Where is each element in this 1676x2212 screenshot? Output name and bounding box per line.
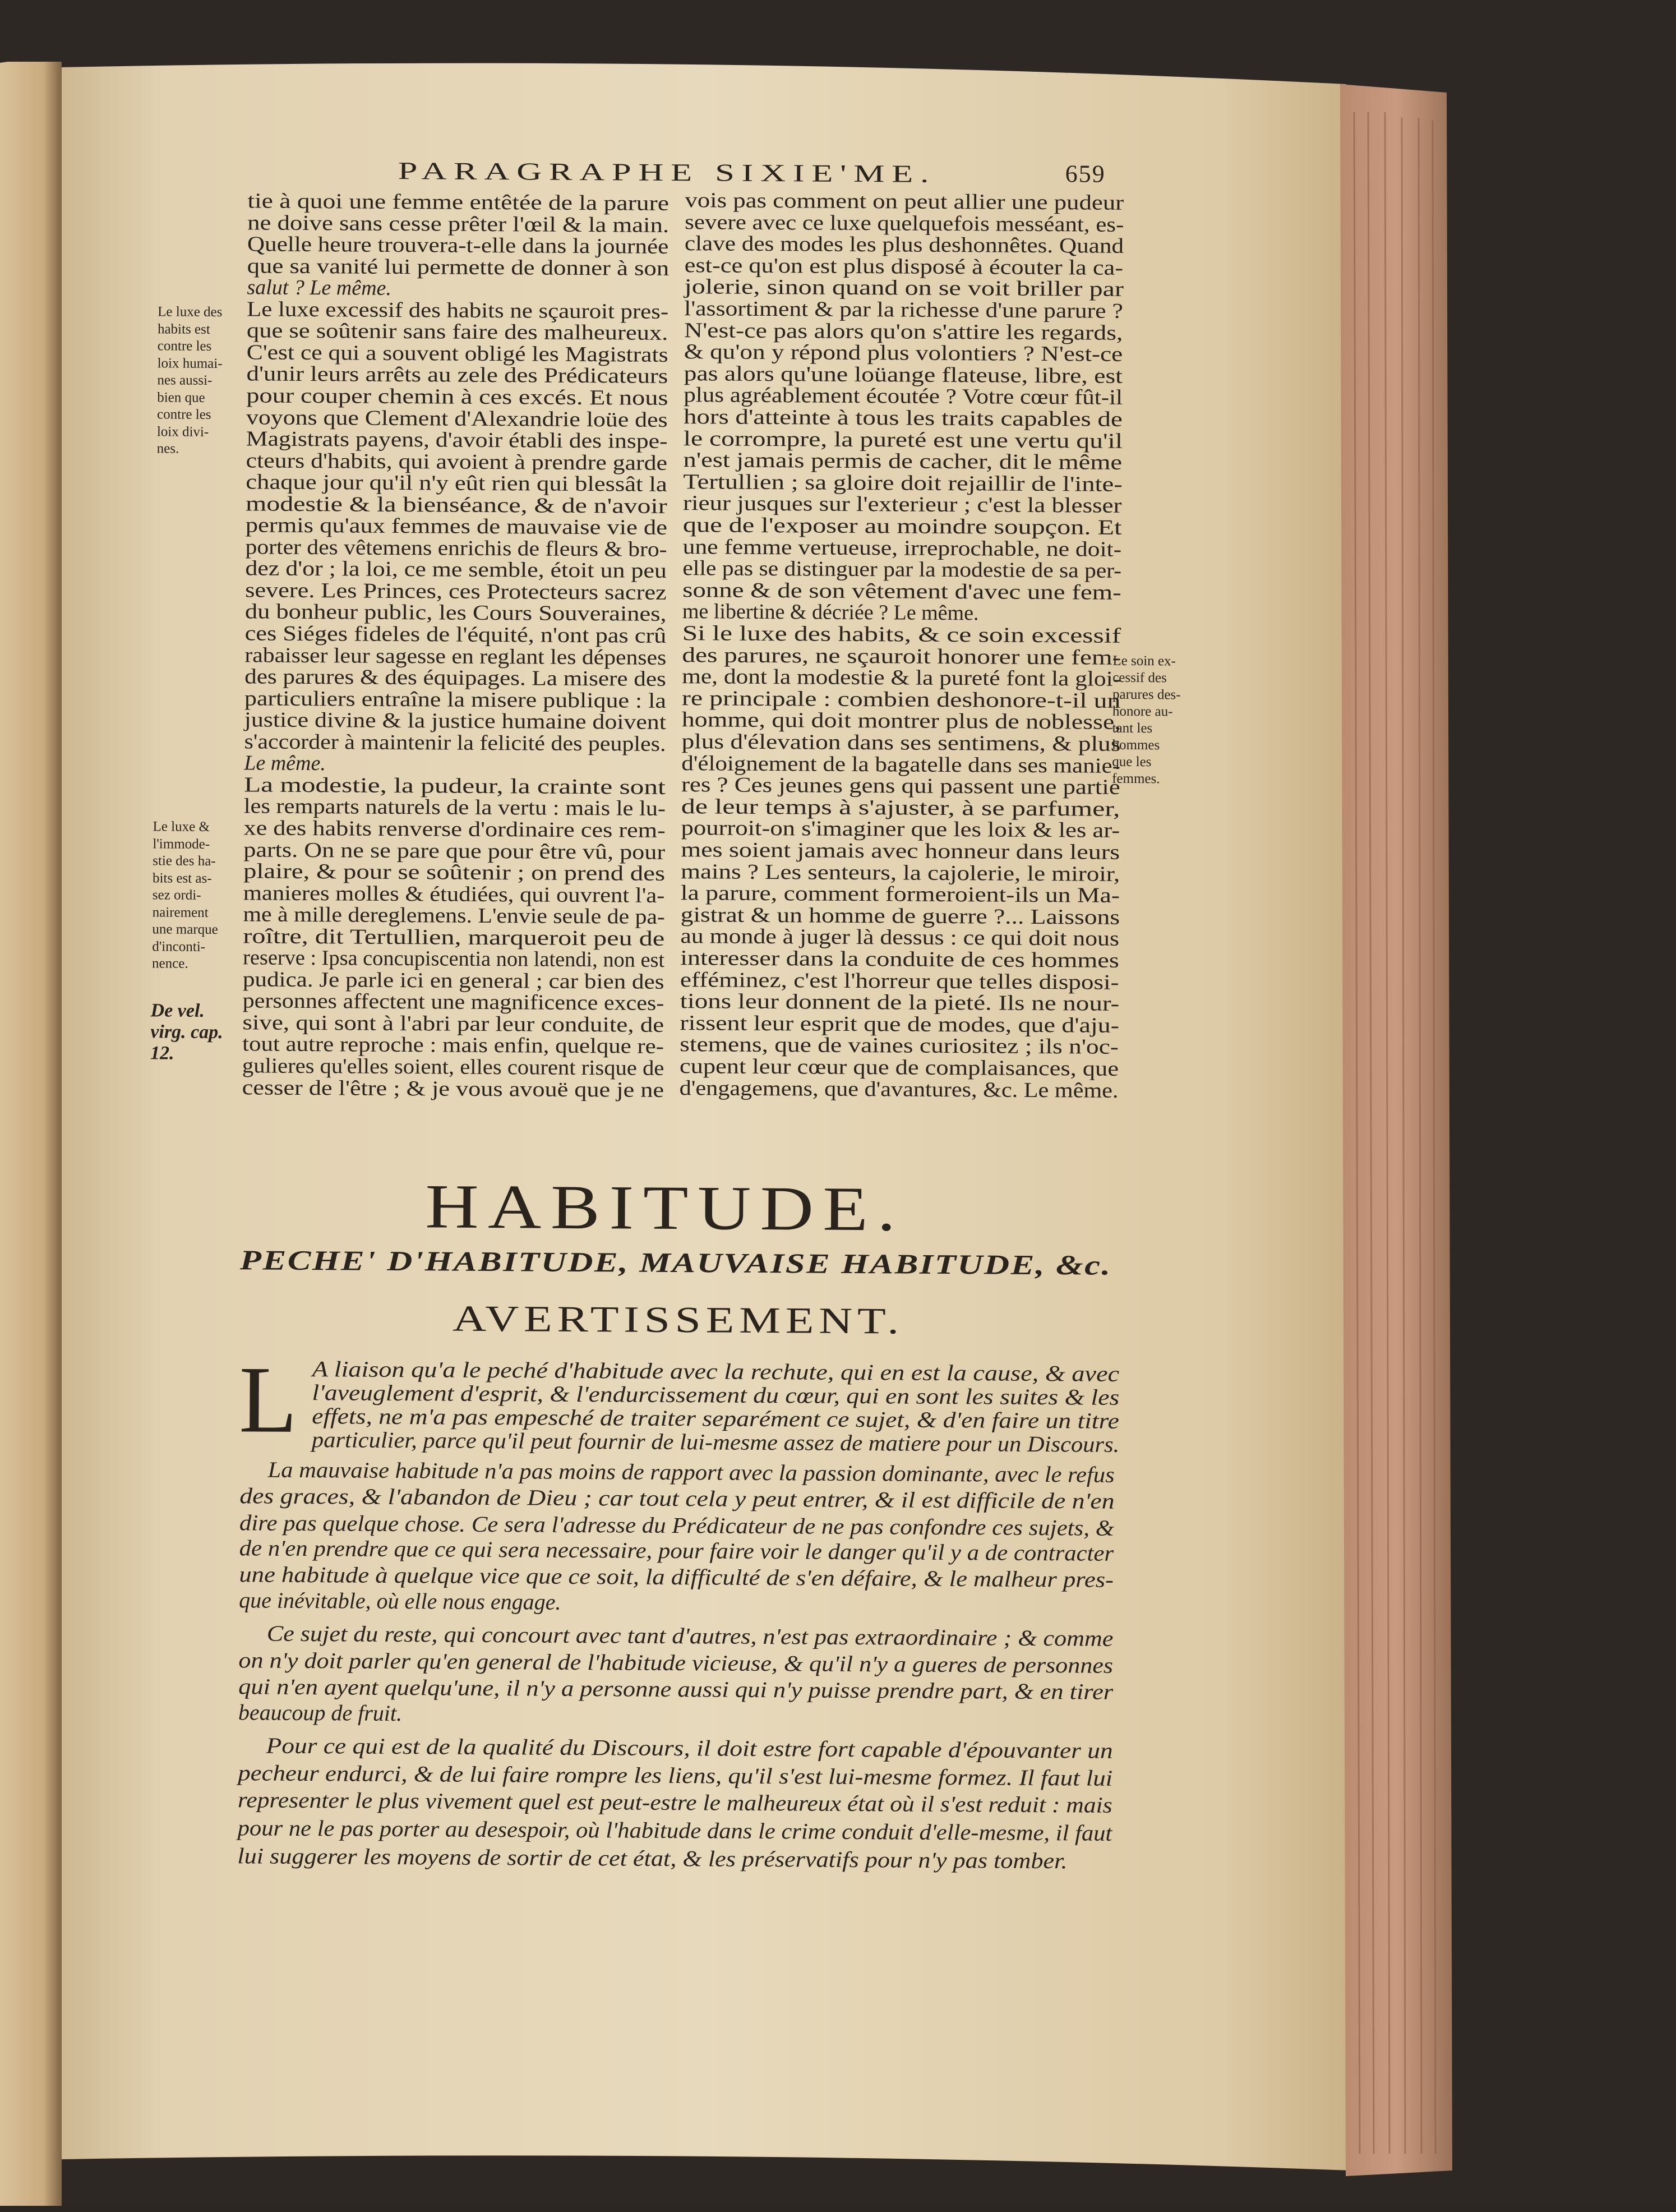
text-line: d'unir leurs arrêts au zele des Prédicateurs [246, 362, 668, 389]
text-line: stemens, que de vaines curiositez ; ils n'oc- [680, 1033, 1119, 1059]
text-line: personnes affectent une magnificence exces- [242, 989, 664, 1016]
text-line: ne doive sans cesse prêter l'œil & la main. [247, 210, 670, 237]
text-line: l'assortiment & par la richesse d'une parure ? [684, 297, 1123, 323]
margin-note-line: Le luxe des [158, 304, 223, 320]
text-line: cupent leur cœur que de complaisances, que [679, 1054, 1119, 1081]
text-line: les remparts naturels de la vertu : mais le lu- [243, 794, 666, 821]
text-line: des parures & des équipages. La misere des [244, 665, 666, 692]
text-line: permis qu'aux femmes de mauvaise vie de [245, 513, 668, 540]
text-line: voyons que Clement d'Alexandrie loüe des [246, 405, 668, 432]
text-line: rissent leur esprit que de modes, que d'aju- [680, 1011, 1120, 1038]
margin-note-line: habits est [157, 321, 210, 337]
text-line: n'est jamais permis de cacher, dit le même [683, 448, 1123, 475]
section-title: HABITUDE. [425, 1172, 906, 1245]
text-line: interesser dans la conduite de ces hommes [680, 946, 1119, 973]
page-number: 659 [1065, 160, 1106, 188]
avertissement-line: pecheur endurci, & de lui faire rompre les liens, qu'il s'est lui-mesme formez. Il faut lui [238, 1760, 1113, 1791]
margin-note-line: femmes. [1112, 771, 1160, 787]
section-subtitle: PECHE' D'HABITUDE, MAUVAISE HABITUDE, &c. [239, 1244, 1112, 1281]
margin-note-line: nes. [156, 441, 179, 457]
margin-note-line: Le soin ex- [1112, 653, 1176, 669]
margin-note-line: stie des ha- [153, 853, 216, 869]
avertissement-line: de n'en prendre que ce qui sera necessaire, pour faire voir le danger qu'il y a de contracter [239, 1535, 1114, 1566]
margin-note-line: honore au- [1112, 703, 1173, 720]
margin-note-line: bits est as- [152, 870, 212, 886]
text-line: dez d'or ; la loi, ce me semble, étoit un peu [245, 556, 667, 583]
text-line: pudica. Je parle ici en general ; car bien des [242, 967, 664, 994]
avertissement-line: Ce sujet du reste, qui concourt avec tant d'autres, n'est pas extraordinaire ; & comme [266, 1620, 1114, 1651]
text-line: de leur temps à s'ajuster, à se parfumer, [681, 794, 1120, 821]
text-line: mains ? Les senteurs, la cajolerie, le miroir, [680, 859, 1120, 886]
avertissement-line: qui n'en ayent quelqu'une, il n'y a personne aussi qui n'y puisse prendre part, & en tirer [238, 1674, 1114, 1704]
avertissement-line: La mauvaise habitude n'a pas moins de rapport avec la passion dominante, avec le refus [267, 1457, 1115, 1487]
text-line: me à mille dereglemens. L'envie seule de pa- [243, 902, 666, 929]
text-line: rabaisser leur sagesse en reglant les dépenses [244, 643, 667, 670]
text-line: plus agréablement écoutée ? Votre cœur fût-il [684, 383, 1123, 410]
margin-note-line: hommes [1112, 737, 1160, 753]
avertissement-line: representer le plus vivement quel est peut-estre le malheureux état où il s'est reduit : mais [237, 1787, 1112, 1818]
text-line: me, dont la modestie & la pureté font la gloi- [682, 665, 1121, 692]
margin-note-line: contre les [157, 338, 212, 354]
text-line: reserve : Ipsa concupiscentia non latendi, non est [243, 946, 665, 973]
text-line: C'est ce qui a souvent obligé les Magistrats [246, 340, 668, 367]
margin-note-line: loix humai- [157, 355, 223, 371]
text-line: cteurs d'habits, qui avoient à prendre garde [246, 448, 668, 475]
margin-note-line: l'immode- [153, 836, 210, 852]
avertissement-line: lui suggerer les moyens de sortir de cet état, & les préservatifs pour n'y pas tomber. [237, 1843, 1068, 1874]
text-line: porter des vêtemens enrichis de fleurs & bro- [245, 535, 667, 561]
text-line: jolerie, sinon quand on se voit briller par [684, 275, 1124, 302]
margin-note-line: Le luxe & [153, 819, 210, 835]
margin-note-line: d'inconti- [152, 938, 206, 955]
text-line: N'est-ce pas alors qu'on s'attire les regards, [684, 318, 1123, 345]
text-line: re principale : combien deshonore-t-il un [681, 686, 1121, 713]
avertissement-line: effets, ne m'a pas empesché de traiter separément ce sujet, & d'en faire un titre [312, 1403, 1119, 1434]
avertissement-line: on n'y doit parler qu'en general de l'habitude vicieuse, & qu'il n'y a gueres de personnes [238, 1647, 1114, 1678]
avertissement-line: que inévitable, où elle nous engage. [239, 1587, 561, 1615]
text-line: manieres molles & étudiées, qui ouvrent l'a- [243, 881, 665, 907]
avertissement-line: des graces, & l'abandon de Dieu ; car tout cela y peut entrer, & il est difficile de n'en [239, 1483, 1115, 1514]
margin-note-line: tant les [1112, 720, 1153, 736]
text-line: Quelle heure trouvera-t-elle dans la journée [247, 232, 669, 259]
margin-note-line: sez ordi- [152, 887, 201, 903]
text-line: la parure, comment formeroient-ils un Ma- [680, 881, 1120, 908]
avertissement-line: dire pas quelque chose. Ce sera l'adresse du Prédicateur de ne pas confondre ces sujets, & [239, 1510, 1115, 1541]
text-line: des parures, ne sçauroit honorer une fem- [682, 643, 1121, 670]
text-line: cesser de l'être ; & je vous avouë que je ne [242, 1075, 664, 1102]
running-head: PARAGRAPHE SIXIE'ME. [398, 156, 936, 188]
text-line: que se soûtenir sans faire des malheureux. [246, 319, 668, 345]
margin-note-line: 12. [150, 1043, 174, 1064]
margin-note-line: cessif des [1112, 670, 1167, 686]
text-line: s'accorder à maintenir la felicité des peuples. [244, 730, 666, 756]
text-line: du bonheur public, les Cours Souveraines, [244, 600, 667, 626]
text-line: xe des habits renverse d'ordinaire ces rem- [243, 816, 666, 842]
text-line: clave des modes les plus deshonnêtes. Quand [684, 232, 1124, 259]
text-line: tions leur donnent de la pieté. Ils ne nour- [680, 989, 1120, 1016]
avertissement-line: l'aveuglement d'esprit, & l'endurcissement du cœur, qui en sont les suites & les [312, 1380, 1120, 1410]
text-line: severe avec ce luxe quelquefois messéant, es- [685, 210, 1124, 237]
text-line: chaque jour qu'il n'y eût rien qui blessât la [246, 470, 667, 497]
avertissement-line: pour ne le pas porter au desespoir, où l'habitude dans le crime conduit d'elle-mesme, il faut [237, 1815, 1112, 1846]
text-line: est-ce qu'on est plus disposé à écouter la ca- [684, 253, 1124, 280]
avertissement-line: Pour ce qui est de la qualité du Discours, il doit estre fort capable d'épouvanter un [266, 1732, 1113, 1763]
text-line: Le luxe excessif des habits ne sçauroit pres- [247, 297, 669, 324]
text-line: homme, qui doit montrer plus de noblesse, [681, 708, 1121, 735]
text-line: efféminez, c'est l'horreur que telles disposi- [680, 967, 1119, 994]
text-line: une femme vertueuse, irreprochable, ne doit- [682, 534, 1122, 561]
text-line: hors d'atteinte à tous les traits capables de [683, 405, 1123, 431]
margin-note-line: que les [1112, 754, 1152, 770]
drop-cap: L [238, 1347, 298, 1453]
margin-note-line: virg. cap. [150, 1021, 223, 1043]
text-line: d'engagemens, que d'avantures, &c. Le même. [679, 1076, 1119, 1103]
text-line: que de l'exposer au moindre soupçon. Et [682, 513, 1122, 540]
text-line: pas alors qu'une loüange flateuse, libre, est [684, 361, 1123, 388]
margin-note-line: loix divi- [156, 423, 209, 440]
text-line: gulieres qu'elles soient, elles courent risque de [242, 1054, 664, 1080]
text-line: tie à quoi une femme entêtée de la parure [247, 189, 670, 215]
text-line: La modestie, la pudeur, la crainte sont [243, 773, 666, 799]
margin-note-line: parures des- [1112, 686, 1181, 703]
text-line: Tertullien ; sa gloire doit rejaillir de l'inte- [683, 469, 1123, 496]
text-line: particuliers entraîne la misere publique : la [244, 686, 667, 713]
avertissement-line: particulier, parce qu'il peut fournir de lui-mesme assez de matiere pour un Discours. [311, 1427, 1120, 1457]
margin-note-line: De vel. [150, 1000, 205, 1021]
margin-note-line: nairement [152, 904, 209, 920]
text-line: d'éloignement de la bagatelle dans ses manie- [681, 751, 1121, 778]
margin-note-line: nes aussi- [157, 372, 213, 388]
text-line: vois pas comment on peut allier une pudeur [685, 188, 1124, 215]
text-line: modestie & la bienséance, & de n'avoir [245, 492, 667, 518]
text-line: ces Siéges fideles de l'équité, n'ont pas crû [244, 621, 667, 648]
text-line: Si le luxe des habits, & ce soin excessif [682, 621, 1121, 648]
text-line: res ? Ces jeunes gens qui passent une partie [681, 773, 1120, 800]
section-heading: AVERTISSEMENT. [453, 1298, 904, 1342]
text-line: roître, dit Tertullien, marqueroit peu de [243, 924, 665, 951]
avertissement-line: beaucoup de fruit. [238, 1699, 403, 1726]
text-line: tout autre reproche : mais enfin, quelque re- [242, 1032, 664, 1059]
text-line: pourroit-on s'imaginer que les loix & les ar- [681, 816, 1120, 843]
margin-note-line: bien que [157, 389, 205, 405]
margin-note-line: contre les [156, 407, 211, 422]
margin-note-line: nence. [152, 956, 188, 971]
text-line: parts. On ne se pare que pour être vû, pour [243, 837, 666, 864]
text-line: rieur jusques sur l'exterieur ; c'est la blesser [682, 491, 1122, 518]
text-line: plaire, & pour se soûtenir ; on prend des [243, 859, 666, 886]
text-line: me libertine & décriée ? Le même. [682, 600, 979, 625]
text-line: Le même. [244, 751, 326, 776]
text-line: le corrompre, la pureté est une vertu qu'il [683, 426, 1123, 453]
text-line: mes soient jamais avec honneur dans leurs [681, 838, 1120, 864]
text-line: elle pas se distinguer par la modestie de sa per- [682, 556, 1122, 583]
text-line: justice divine & la justice humaine doivent [244, 708, 667, 735]
text-line: au monde à juger là dessus : ce qui doit nous [680, 924, 1120, 951]
avertissement-line: une habitude à quelque vice que ce soit, la difficulté de s'en défaire, & le malheur pres- [239, 1561, 1114, 1592]
text-line: & qu'on y répond plus volontiers ? N'est-ce [684, 340, 1123, 367]
avertissement-line: A liaison qu'a le peché d'habitude avec la rechute, qui en est la cause, & avec [312, 1356, 1120, 1386]
text-line: plus d'élevation dans ses sentimens, & plus [681, 730, 1121, 756]
text-line: severe. Les Princes, ces Protecteurs sacrez [245, 578, 667, 605]
text-line: pour couper chemin à ces excés. Et nous [246, 384, 668, 410]
text-line: que sa vanité lui permette de donner à son [247, 254, 670, 280]
text-line: Magistrats payens, d'avoir établi des inspe- [246, 427, 668, 453]
text-line: sonne & de son vêtement d'avec une fem- [682, 578, 1121, 605]
margin-note-line: une marque [152, 921, 218, 938]
text-line: salut ? Le même. [247, 275, 392, 301]
text-line: gistrat & un homme de guerre ?... Laissons [680, 902, 1120, 929]
text-line: sive, qui sont à l'abri par leur conduite, de [242, 1011, 664, 1037]
